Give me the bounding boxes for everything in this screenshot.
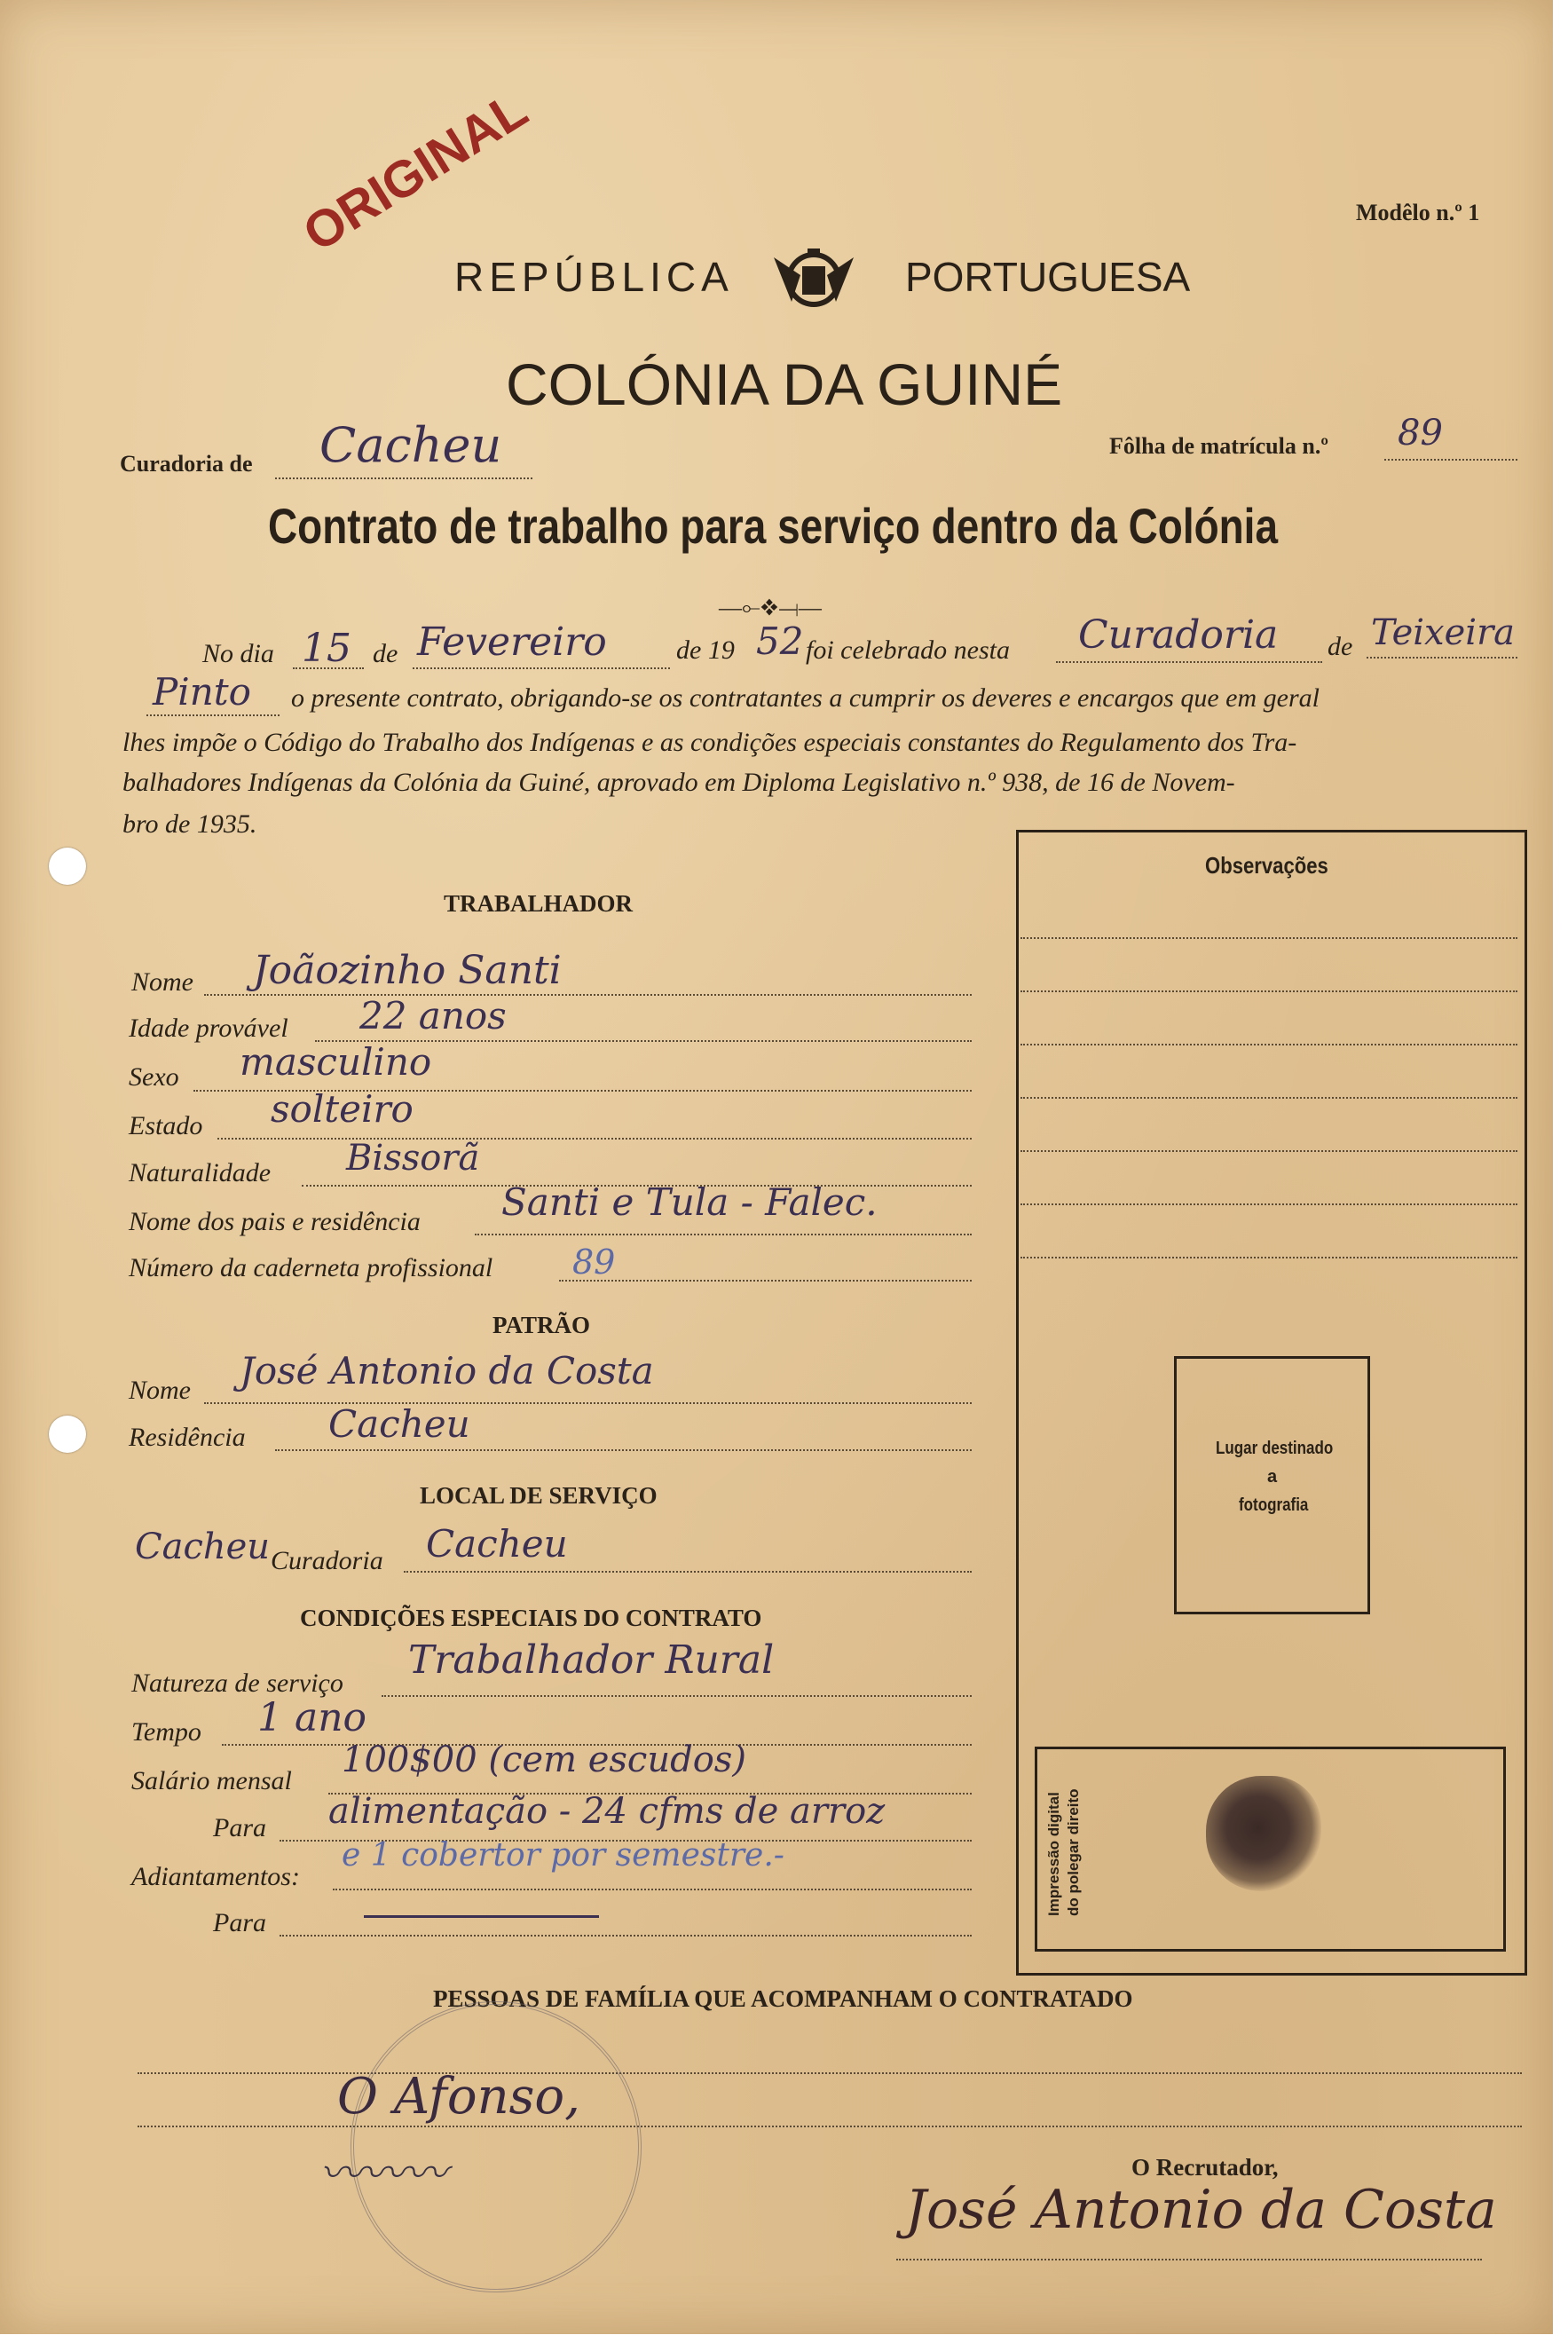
intro-place: Curadoria	[1078, 612, 1279, 658]
signature-right: José Antonio da Costa	[905, 2179, 1497, 2241]
republica-text: REPÚBLICA	[454, 254, 734, 300]
obs-line	[1020, 937, 1517, 939]
place2-cont-dots	[146, 714, 280, 716]
field-label: Nome dos pais e residência	[129, 1207, 421, 1236]
local-value: Cacheu	[426, 1522, 568, 1566]
curadoria-label: Curadoria de	[120, 451, 253, 477]
intro-place2: Teixeira	[1371, 612, 1516, 653]
model-number: Modêlo n.º 1	[1356, 200, 1480, 225]
folha-label: Fôlha de matrícula n.º	[1109, 433, 1328, 459]
intro-place2-cont: Pinto	[153, 670, 251, 714]
intro-month: Fevereiro	[417, 619, 607, 665]
thumb-label-1: Impressão digital	[1045, 1792, 1062, 1916]
field-dots	[382, 1695, 972, 1697]
blank-ink-stroke	[364, 1915, 599, 1918]
field-value: e 1 cobertor por semestre.-	[342, 1837, 784, 1874]
thumb-label	[1044, 1788, 1083, 1916]
field-dots	[204, 1402, 972, 1404]
observacoes-title: Observações	[1205, 852, 1328, 879]
field-value: José Antonio da Costa	[240, 1349, 654, 1392]
intro-line2: o presente contrato, obrigando-se os contratantes a cumprir os deveres e encargos que em geral	[291, 683, 1320, 713]
field-value: 89	[572, 1242, 616, 1282]
intro-line4: balhadores Indígenas da Colónia da Guiné, aprovado em Diploma Legislativo n.º 938, de 16 de Novem-	[122, 768, 1235, 797]
intro-no-dia: No dia	[202, 639, 274, 668]
field-label: Naturalidade	[129, 1158, 272, 1187]
patrao-heading: PATRÃO	[492, 1312, 590, 1338]
place-dots	[1056, 661, 1322, 663]
field-value: 1 ano	[257, 1695, 367, 1740]
field-label: Nome	[129, 1376, 191, 1405]
folha-dots	[1384, 459, 1517, 461]
intro-de2: de	[1328, 632, 1353, 661]
punch-hole-top	[49, 848, 86, 885]
field-label: Residência	[129, 1423, 246, 1452]
curadoria-value: Cacheu	[319, 417, 502, 473]
obs-line	[1020, 1150, 1517, 1152]
obs-line	[1020, 1257, 1517, 1258]
field-value: masculino	[240, 1040, 432, 1084]
intro-celebrado: foi celebrado nesta	[806, 635, 1010, 665]
trabalhador-heading: TRABALHADOR	[444, 890, 634, 917]
field-label: Adiantamentos:	[131, 1862, 300, 1891]
obs-line	[1020, 1097, 1517, 1099]
month-dots	[413, 667, 670, 669]
pessoas-line-2	[138, 2126, 1522, 2127]
local-label: Curadoria	[271, 1546, 383, 1575]
obs-line	[1020, 1203, 1517, 1205]
photo-label-1: Lugar destinado	[1216, 1439, 1334, 1458]
signature-dots	[896, 2259, 1482, 2260]
pessoas-heading: PESSOAS DE FAMÍLIA QUE ACOMPANHAM O CONTRATADO	[433, 1985, 1133, 2012]
obs-line	[1020, 990, 1517, 992]
obs-line	[1020, 1044, 1517, 1045]
portuguesa-text: PORTUGUESA	[905, 254, 1191, 300]
field-dots	[280, 1935, 972, 1937]
field-label: Estado	[129, 1111, 203, 1140]
intro-de-year: de 19	[676, 635, 735, 665]
field-value: solteiro	[271, 1087, 414, 1131]
coat-of-arms-icon	[765, 240, 863, 324]
field-value: Cacheu	[328, 1402, 470, 1446]
place2-dots	[1367, 657, 1517, 659]
thumbprint-mark	[1206, 1776, 1321, 1891]
ornament-divider: —⟜❖⟞—	[719, 595, 822, 620]
local-heading: LOCAL DE SERVIÇO	[420, 1482, 658, 1509]
recrutador-label: O Recrutador,	[1131, 2154, 1279, 2181]
condicoes-heading: CONDIÇÕES ESPECIAIS DO CONTRATO	[300, 1605, 762, 1631]
field-value: Trabalhador Rural	[408, 1637, 775, 1683]
photo-placeholder	[1174, 1356, 1370, 1614]
field-label: Para	[213, 1813, 266, 1842]
field-label: Nome	[131, 967, 193, 997]
intro-de1: de	[373, 639, 398, 668]
stamp-original: ORIGINAL	[293, 80, 538, 263]
field-value: Santi e Tula - Falec.	[501, 1180, 878, 1224]
field-dots	[217, 1138, 972, 1140]
field-label: Para	[213, 1908, 266, 1937]
field-label: Número da caderneta profissional	[129, 1253, 493, 1282]
field-value: 22 anos	[359, 994, 507, 1037]
field-label: Tempo	[131, 1717, 201, 1747]
thumb-label-2: do polegar direito	[1065, 1788, 1082, 1916]
local-prefix-value: Cacheu	[135, 1526, 271, 1567]
intro-day: 15	[302, 626, 351, 671]
field-label: Natureza de serviço	[131, 1668, 343, 1698]
field-value: Bissorã	[346, 1138, 480, 1179]
photo-label-2: a	[1267, 1467, 1278, 1487]
signature-left: O Afonso,	[337, 2068, 580, 2126]
photo-label-3: fotografia	[1239, 1495, 1309, 1515]
field-value: alimentação - 24 cfms de arroz	[328, 1791, 886, 1832]
field-label: Salário mensal	[131, 1766, 292, 1795]
field-label: Sexo	[129, 1062, 179, 1092]
intro-line5: bro de 1935.	[122, 809, 257, 839]
field-value: 100$00 (cem escudos)	[342, 1740, 746, 1780]
intro-year-suffix: 52	[756, 619, 804, 663]
field-dots	[204, 994, 972, 996]
observacoes-box	[1016, 830, 1527, 1976]
field-dots	[559, 1280, 972, 1282]
intro-line3: lhes impõe o Código do Trabalho dos Indígenas e as condições especiais constantes do Regulamento dos Tra-	[122, 728, 1297, 757]
signature-scribble: 〰〰〰	[319, 2149, 448, 2198]
colonia-title: COLÓNIA DA GUINÉ	[506, 351, 1063, 417]
punch-hole-bottom	[49, 1416, 86, 1453]
field-dots	[475, 1234, 972, 1235]
local-dots	[404, 1571, 972, 1573]
thumbprint-box	[1035, 1747, 1506, 1952]
field-dots	[333, 1889, 972, 1890]
field-dots	[275, 1449, 972, 1451]
contract-title: Contrato de trabalho para serviço dentro da Colónia	[268, 498, 1278, 554]
folha-value: 89	[1398, 413, 1443, 454]
field-value: Joãozinho Santi	[253, 948, 562, 993]
field-label: Idade provável	[129, 1014, 288, 1043]
curadoria-dots	[275, 477, 532, 479]
